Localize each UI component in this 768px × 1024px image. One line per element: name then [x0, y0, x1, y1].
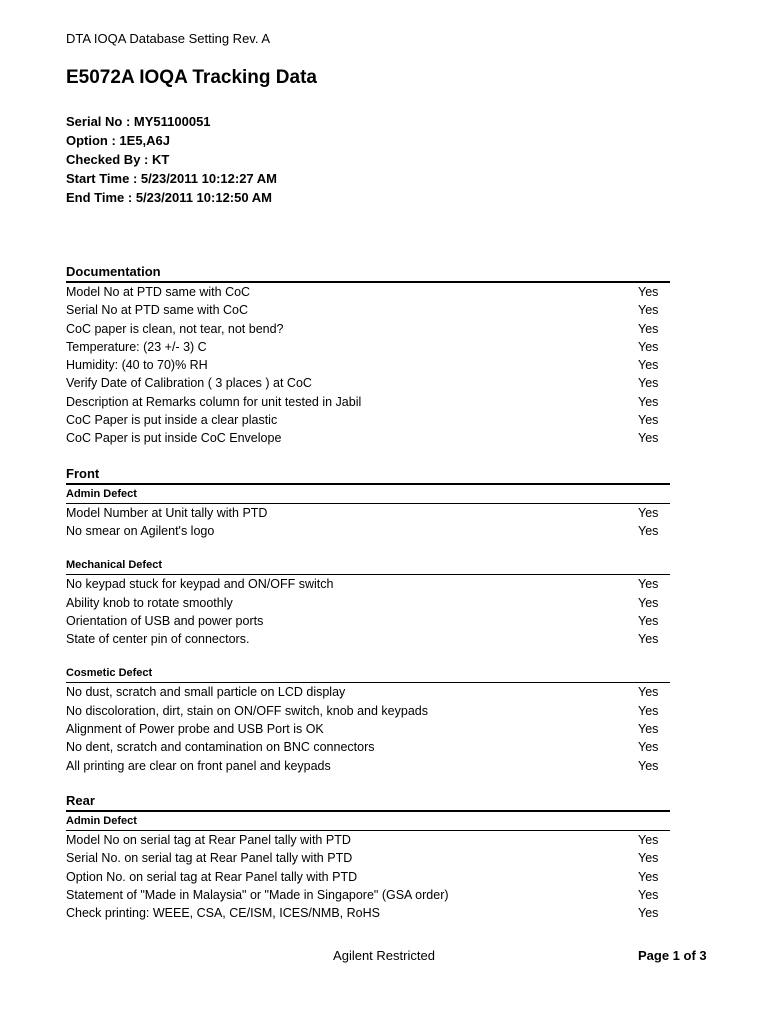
check-item-result: Yes — [638, 376, 659, 391]
check-item-label: Statement of "Made in Malaysia" or "Made in Singapore" (GSA order) — [66, 887, 449, 902]
checklist-row — [66, 757, 670, 775]
check-item-label: Alignment of Power probe and USB Port is OK — [66, 722, 324, 737]
footer-classification: Agilent Restricted — [333, 948, 435, 963]
check-item-result: Yes — [638, 339, 659, 354]
check-item-label: Humidity: (40 to 70)% RH — [66, 358, 208, 373]
checklist-row — [66, 429, 670, 447]
subsection — [66, 556, 670, 648]
meta-checked-by: Checked By : KT — [66, 152, 170, 167]
check-item-result: Yes — [638, 613, 659, 628]
checklist-row — [66, 630, 670, 648]
check-item-result: Yes — [638, 321, 659, 336]
check-item-label: CoC Paper is put inside a clear plastic — [66, 413, 278, 428]
check-item-result: Yes — [638, 431, 659, 446]
section-front — [66, 464, 670, 775]
checklist-row — [66, 338, 670, 356]
check-item-result: Yes — [638, 703, 659, 718]
meta-option: Option : 1E5,A6J — [66, 133, 171, 148]
checklist-row — [66, 283, 670, 301]
checklist-row — [66, 831, 670, 849]
section-rear — [66, 791, 670, 922]
check-item-label: Verify Date of Calibration ( 3 places ) at CoC — [66, 376, 312, 391]
meta-start-time: Start Time : 5/23/2011 10:12:27 AM — [66, 171, 278, 186]
check-item-label: No smear on Agilent's logo — [66, 523, 215, 538]
checklist-row — [66, 868, 670, 886]
checklist-row — [66, 594, 670, 612]
check-item-result: Yes — [638, 906, 659, 921]
check-item-label: Description at Remarks column for unit tested in Jabil — [66, 394, 362, 409]
check-item-result: Yes — [638, 832, 659, 847]
check-item-label: No dent, scratch and contamination on BNC connectors — [66, 740, 375, 755]
check-item-result: Yes — [638, 595, 659, 610]
check-item-result: Yes — [638, 394, 659, 409]
check-item-label: No discoloration, dirt, stain on ON/OFF switch, knob and keypads — [66, 703, 428, 718]
subsection — [66, 812, 670, 922]
check-item-label: Model No on serial tag at Rear Panel tally with PTD — [66, 832, 351, 847]
section-title: Documentation — [66, 262, 670, 283]
meta-end-time: End Time : 5/23/2011 10:12:50 AM — [66, 190, 272, 205]
check-item-label: Serial No at PTD same with CoC — [66, 303, 249, 318]
checklist-row — [66, 320, 670, 338]
check-item-result: Yes — [638, 740, 659, 755]
check-item-label: Check printing: WEEE, CSA, CE/ISM, ICES/NMB, RoHS — [66, 906, 380, 921]
check-item-result: Yes — [638, 851, 659, 866]
subsection — [66, 485, 670, 541]
checklist-row — [66, 393, 670, 411]
check-item-result: Yes — [638, 303, 659, 318]
meta-serial-no: Serial No : MY51100051 — [66, 114, 211, 129]
checklist-row — [66, 301, 670, 319]
checklist-row — [66, 904, 670, 922]
checklist-row — [66, 575, 670, 593]
check-item-result: Yes — [638, 413, 659, 428]
checklist-row — [66, 683, 670, 701]
check-item-result: Yes — [638, 285, 659, 299]
section-documentation — [66, 262, 670, 448]
page-title: E5072A IOQA Tracking Data — [66, 67, 317, 88]
checklist-row — [66, 356, 670, 374]
check-item-label: Orientation of USB and power ports — [66, 613, 264, 628]
checklist-row — [66, 374, 670, 392]
check-item-label: All printing are clear on front panel and keypads — [66, 758, 331, 773]
section-title: Rear — [66, 791, 670, 812]
check-item-result: Yes — [638, 505, 659, 520]
check-item-result: Yes — [638, 358, 659, 373]
checklist-row — [66, 522, 670, 540]
document-header: DTA IOQA Database Setting Rev. A — [66, 31, 271, 46]
check-item-result: Yes — [638, 685, 659, 700]
check-item-result: Yes — [638, 577, 659, 592]
check-item-result: Yes — [638, 523, 659, 538]
check-item-label: No keypad stuck for keypad and ON/OFF switch — [66, 577, 334, 592]
subsection-title: Mechanical Defect — [66, 556, 670, 575]
check-item-label: Temperature: (23 +/- 3) C — [66, 339, 207, 354]
check-item-label: Option No. on serial tag at Rear Panel tally with PTD — [66, 869, 358, 884]
subsection-title: Admin Defect — [66, 485, 670, 504]
checklist-row — [66, 738, 670, 756]
check-item-result: Yes — [638, 887, 659, 902]
checklist-row — [66, 504, 670, 522]
subsection — [66, 664, 670, 774]
check-item-result: Yes — [638, 722, 659, 737]
check-item-result: Yes — [638, 758, 659, 773]
section-title: Front — [66, 464, 670, 485]
checklist-row — [66, 849, 670, 867]
check-item-result: Yes — [638, 632, 659, 647]
check-item-label: Serial No. on serial tag at Rear Panel tally with PTD — [66, 851, 353, 866]
check-item-label: Model Number at Unit tally with PTD — [66, 505, 268, 520]
page-number: Page 1 of 3 — [638, 948, 707, 963]
checklist-row — [66, 886, 670, 904]
subsection-title: Cosmetic Defect — [66, 664, 670, 683]
check-item-label: CoC paper is clean, not tear, not bend? — [66, 321, 284, 336]
check-item-label: Ability knob to rotate smoothly — [66, 595, 233, 610]
check-item-label: CoC Paper is put inside CoC Envelope — [66, 431, 282, 446]
checklist — [66, 262, 670, 922]
check-item-label: State of center pin of connectors. — [66, 632, 250, 647]
checklist-row — [66, 411, 670, 429]
meta-block — [66, 112, 277, 207]
checklist-row — [66, 702, 670, 720]
subsection-title: Admin Defect — [66, 812, 670, 831]
subsection — [66, 283, 670, 448]
check-item-result: Yes — [638, 869, 659, 884]
checklist-row — [66, 612, 670, 630]
checklist-row — [66, 720, 670, 738]
check-item-label: Model No at PTD same with CoC — [66, 285, 251, 299]
check-item-label: No dust, scratch and small particle on LCD display — [66, 685, 346, 700]
